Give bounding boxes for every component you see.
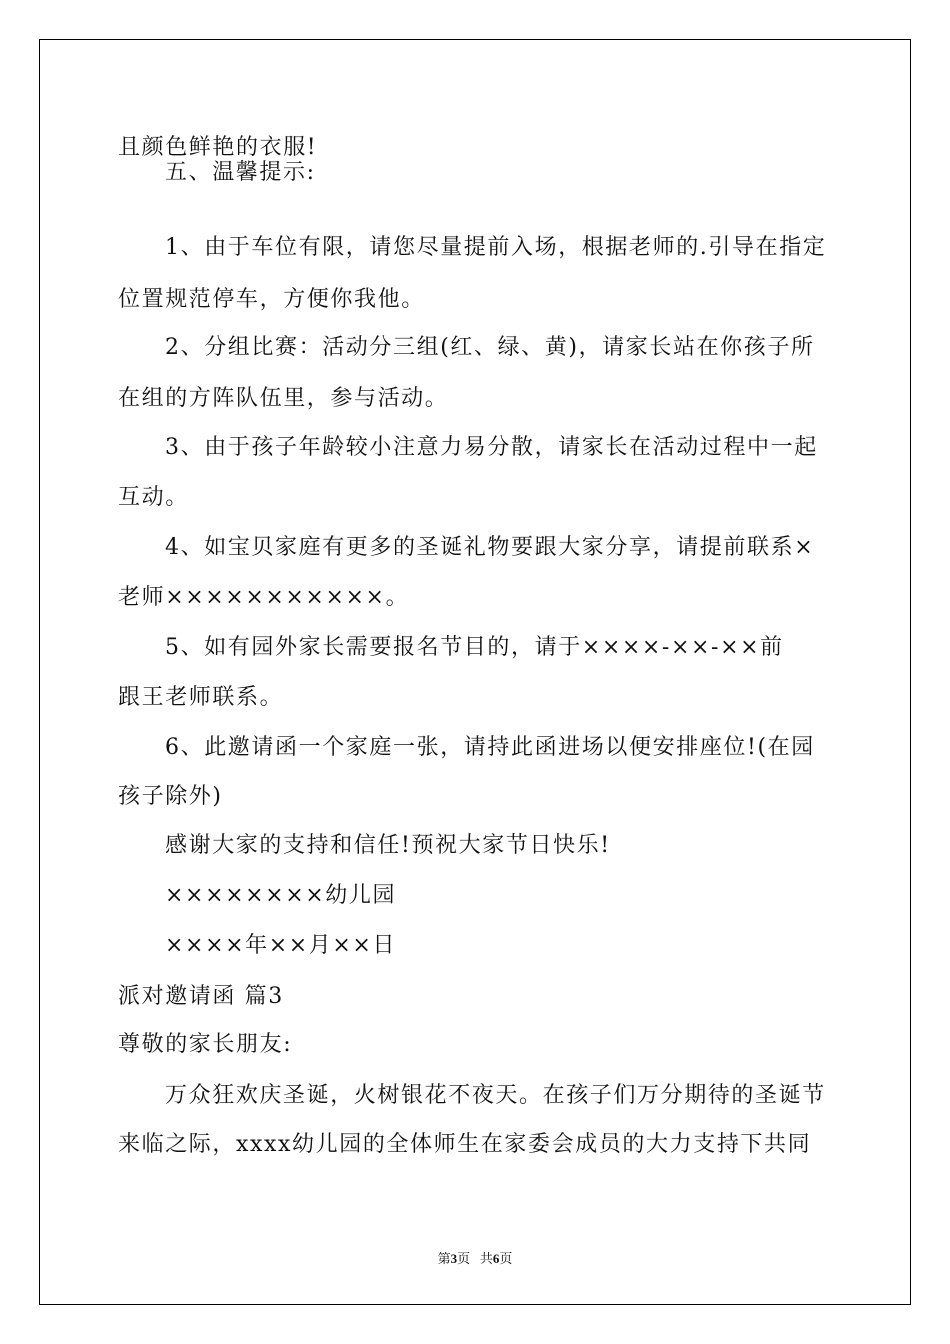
page-border: [39, 39, 911, 1305]
signature-school: ××××××××幼儿园: [165, 883, 397, 908]
body-line: 6、此邀请函一个家庭一张，请持此函进场以便安排座位!(在园: [165, 735, 815, 760]
section-heading: 五、温馨提示:: [165, 160, 316, 185]
body-line: 3、由于孩子年龄较小注意力易分散，请家长在活动过程中一起: [165, 435, 818, 460]
footer-page-current: 3: [450, 1251, 458, 1266]
body-line: 1、由于车位有限，请您尽量提前入场，根据老师的.引导在指定: [165, 235, 827, 260]
signature-date: ××××年××月××日: [165, 933, 397, 958]
body-line: 互动。: [118, 485, 189, 510]
body-line: 老师×××××××××××。: [118, 585, 410, 610]
body-line: 孩子除外): [118, 784, 223, 809]
footer-page-suffix: 页: [457, 1251, 471, 1266]
body-line: 4、如宝贝家庭有更多的圣诞礼物要跟大家分享，请提前联系×: [165, 535, 815, 560]
article-title: 派对邀请函 篇3: [118, 984, 284, 1009]
body-line: 来临之际，xxxx幼儿园的全体师生在家委会成员的大力支持下共同: [118, 1132, 812, 1157]
footer-page-prefix: 第: [437, 1251, 451, 1266]
body-line: 且颜色鲜艳的衣服!: [118, 135, 318, 160]
page-footer: [0, 1248, 950, 1267]
body-line: 位置规范停车，方便你我他。: [118, 287, 425, 312]
footer-total-suffix: 页: [499, 1251, 513, 1266]
body-line: 2、分组比赛：活动分三组(红、绿、黄)，请家长站在你孩子所: [165, 335, 815, 360]
body-line: 在组的方阵队伍里，参与活动。: [118, 386, 449, 411]
body-line: 5、如有园外家长需要报名节目的，请于××××-××-××前: [165, 635, 784, 660]
footer-total-prefix: 共: [479, 1251, 493, 1266]
body-line: 跟王老师联系。: [118, 685, 284, 710]
body-line: 万众狂欢庆圣诞，火树银花不夜天。在孩子们万分期待的圣诞节: [165, 1083, 826, 1108]
footer-page-total: 6: [492, 1251, 500, 1266]
body-line: 感谢大家的支持和信任!预祝大家节日快乐!: [165, 833, 611, 858]
salutation: 尊敬的家长朋友:: [118, 1032, 293, 1057]
